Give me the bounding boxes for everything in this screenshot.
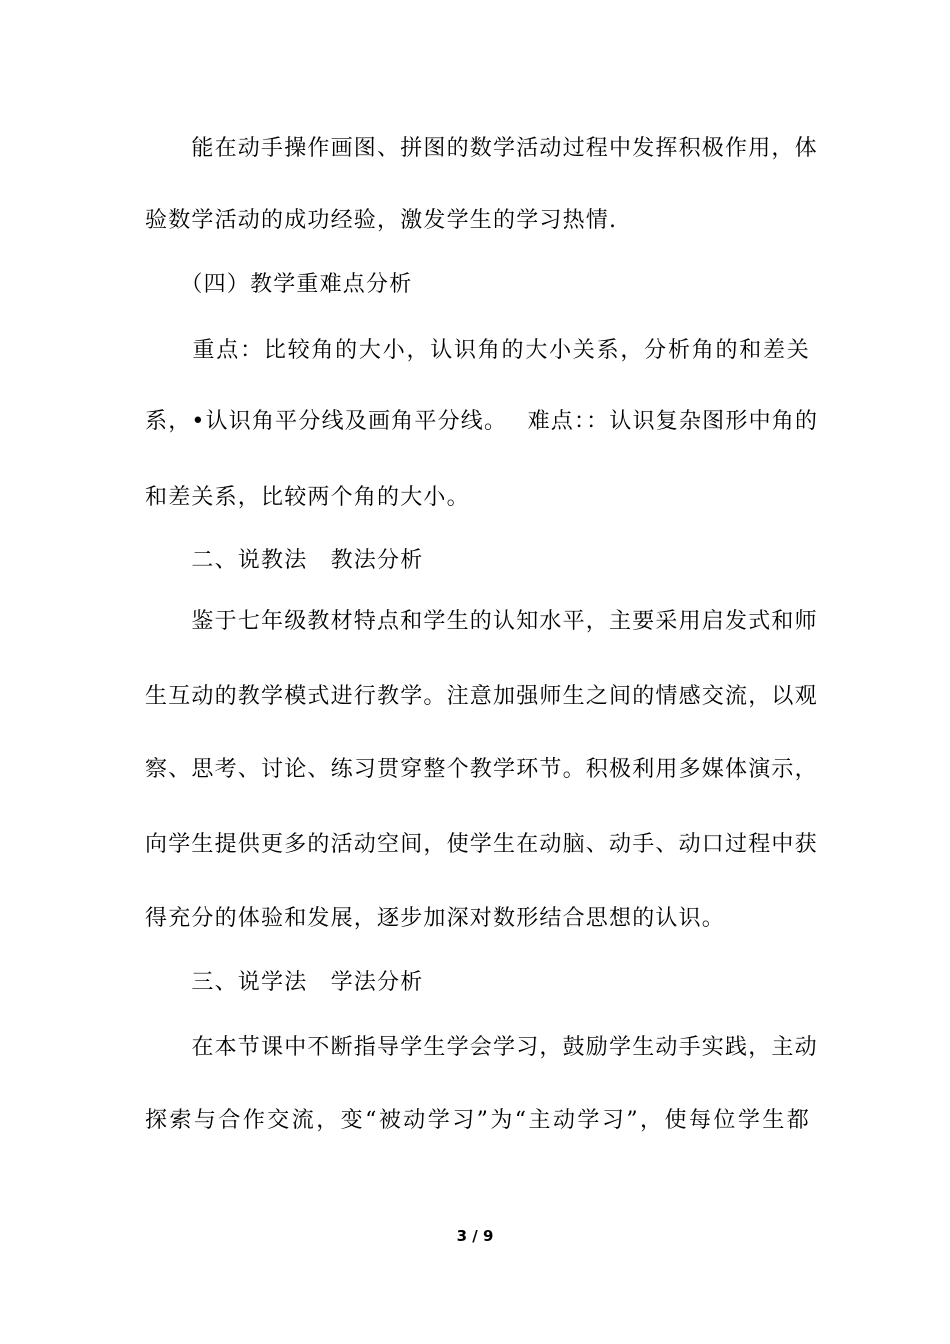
page-number: 3 / 9 <box>456 1227 494 1245</box>
paragraph-line: 鉴于七年级教材特点和学生的认知水平，主要采用启发式和师 <box>145 609 818 634</box>
section-heading: （四）教学重难点分析 <box>145 272 413 297</box>
paragraph-line: 探索与合作交流，变“被动学习”为“主动学习”，使每位学生都 <box>145 1108 810 1133</box>
paragraph-line: 察、思考、讨论、练习贯穿整个教学环节。积极利用多媒体演示， <box>145 757 818 782</box>
section-heading: 二、说教法 教法分析 <box>145 548 424 573</box>
paragraph-line: 和差关系，比较两个角的大小。 <box>145 485 470 510</box>
paragraph-line: 向学生提供更多的活动空间，使学生在动脑、动手、动口过程中获 <box>145 832 818 857</box>
paragraph-line: 验数学活动的成功经验，激发学生的学习热情. <box>145 208 618 233</box>
paragraph-line: 能在动手操作画图、拼图的数学活动过程中发挥积极作用，体 <box>145 136 818 161</box>
paragraph-line: 得充分的体验和发展，逐步加深对数形结合思想的认识。 <box>145 906 726 931</box>
paragraph-line: 在本节课中不断指导学生学会学习，鼓励学生动手实践，主动 <box>145 1035 818 1060</box>
section-heading: 三、说学法 学法分析 <box>145 970 424 995</box>
paragraph-line: 重点：比较角的大小，认识角的大小关系，分析角的和差关 <box>145 338 810 363</box>
paragraph-line: 生互动的教学模式进行教学。注意加强师生之间的情感交流，以观 <box>145 684 818 709</box>
paragraph-line: 系，•认识角平分线及画角平分线。 难点：：认识复杂图形中角的 <box>145 409 819 434</box>
